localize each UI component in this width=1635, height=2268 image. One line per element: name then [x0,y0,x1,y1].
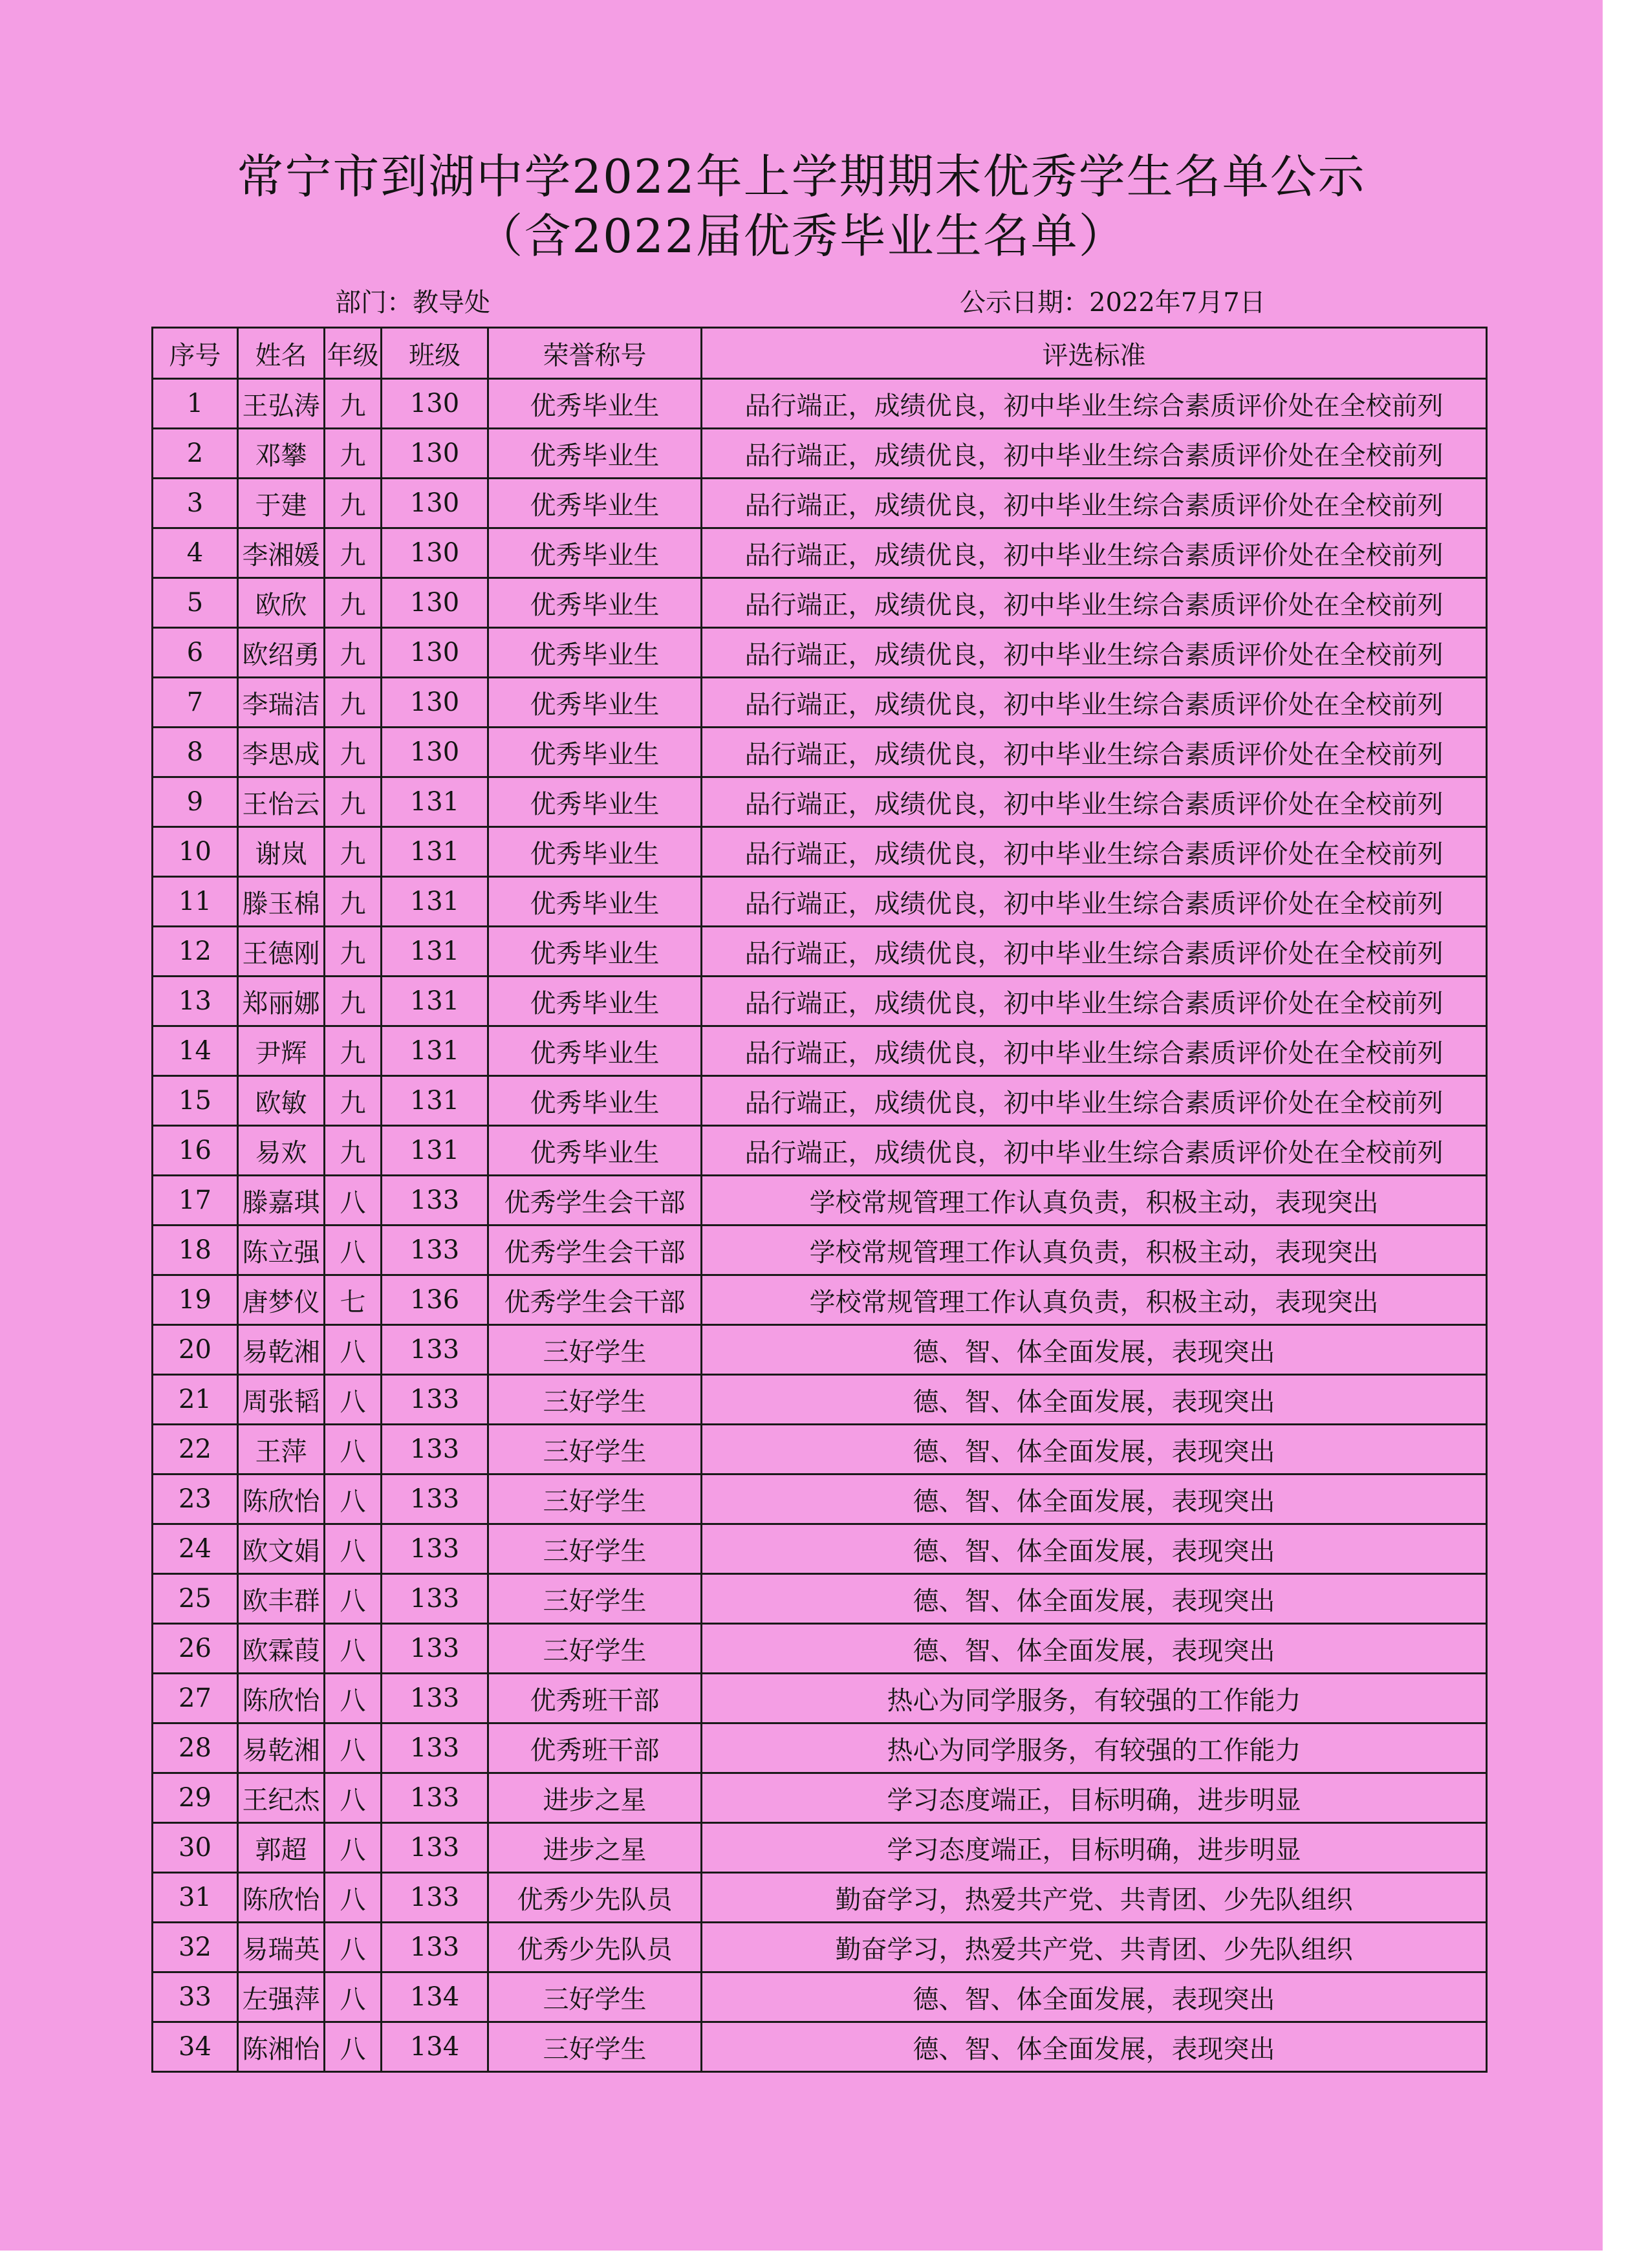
cell-grade: 九 [325,479,382,528]
cell-grade: 九 [325,678,382,728]
cell-grade: 九 [325,1076,382,1126]
cell-name: 欧敏 [238,1076,325,1126]
cell-index: 13 [153,977,238,1026]
cell-grade: 八 [325,1474,382,1524]
cell-class: 133 [382,1375,488,1425]
header-honor: 荣誉称号 [488,328,702,379]
cell-grade: 九 [325,1026,382,1076]
cell-criteria: 品行端正，成绩优良，初中毕业生综合素质评价处在全校前列 [702,877,1487,927]
table-row [153,728,1487,777]
cell-criteria: 德、智、体全面发展，表现突出 [702,1524,1487,1574]
cell-index: 20 [153,1325,238,1375]
cell-class: 130 [382,578,488,628]
cell-index: 7 [153,678,238,728]
cell-grade: 八 [325,1674,382,1723]
cell-honor: 优秀毕业生 [488,1026,702,1076]
cell-class: 133 [382,1624,488,1674]
table-header-row [153,328,1487,379]
department-label: 部门：教导处 [335,288,490,318]
cell-class: 131 [382,1076,488,1126]
cell-name: 邓攀 [238,429,325,479]
table-row [153,1375,1487,1425]
table-row [153,877,1487,927]
cell-criteria: 品行端正，成绩优良，初中毕业生综合素质评价处在全校前列 [702,1026,1487,1076]
publish-date: 公示日期：2022年7月7日 [960,288,1266,318]
cell-name: 滕玉棉 [238,877,325,927]
cell-grade: 八 [325,1574,382,1624]
cell-index: 23 [153,1474,238,1524]
cell-grade: 九 [325,728,382,777]
title-line-1: 常宁市到湖中学2022年上学期期末优秀学生名单公示 [237,149,1366,204]
table-row [153,1425,1487,1474]
table-row [153,1574,1487,1624]
cell-criteria: 品行端正，成绩优良，初中毕业生综合素质评价处在全校前列 [702,1076,1487,1126]
table-row [153,1226,1487,1275]
cell-name: 滕嘉琪 [238,1176,325,1226]
cell-class: 131 [382,1126,488,1176]
cell-honor: 优秀毕业生 [488,429,702,479]
cell-honor: 优秀少先队员 [488,1873,702,1923]
cell-criteria: 德、智、体全面发展，表现突出 [702,1474,1487,1524]
cell-index: 2 [153,429,238,479]
cell-honor: 三好学生 [488,1325,702,1375]
table-row [153,479,1487,528]
cell-name: 王怡云 [238,777,325,827]
cell-honor: 优秀毕业生 [488,678,702,728]
table-row [153,2022,1487,2072]
table-row [153,1026,1487,1076]
cell-index: 10 [153,827,238,877]
table-row [153,1275,1487,1325]
cell-grade: 八 [325,1524,382,1574]
cell-criteria: 品行端正，成绩优良，初中毕业生综合素质评价处在全校前列 [702,728,1487,777]
cell-name: 王纪杰 [238,1773,325,1823]
table-row [153,1972,1487,2022]
table-row [153,1923,1487,1972]
cell-grade: 八 [325,1723,382,1773]
table-row [153,578,1487,628]
table-row [153,1076,1487,1126]
cell-index: 11 [153,877,238,927]
cell-name: 谢岚 [238,827,325,877]
cell-class: 136 [382,1275,488,1325]
table-row [153,827,1487,877]
cell-grade: 八 [325,1226,382,1275]
cell-name: 左强萍 [238,1972,325,2022]
cell-grade: 九 [325,777,382,827]
cell-grade: 九 [325,977,382,1026]
cell-criteria: 学校常规管理工作认真负责，积极主动，表现突出 [702,1176,1487,1226]
cell-class: 133 [382,1873,488,1923]
title-line-2: （含2022届优秀毕业生名单） [476,209,1127,263]
cell-class: 131 [382,877,488,927]
cell-name: 陈欣怡 [238,1474,325,1524]
cell-index: 30 [153,1823,238,1873]
cell-honor: 优秀毕业生 [488,479,702,528]
cell-class: 133 [382,1773,488,1823]
cell-grade: 八 [325,1325,382,1375]
cell-criteria: 品行端正，成绩优良，初中毕业生综合素质评价处在全校前列 [702,927,1487,977]
cell-name: 郑丽娜 [238,977,325,1026]
cell-class: 133 [382,1723,488,1773]
cell-grade: 八 [325,1773,382,1823]
cell-index: 32 [153,1923,238,1972]
table-body [153,379,1487,2072]
cell-grade: 九 [325,528,382,578]
cell-class: 133 [382,1923,488,1972]
cell-class: 133 [382,1474,488,1524]
cell-class: 133 [382,1823,488,1873]
table-row [153,1325,1487,1375]
cell-grade: 八 [325,1972,382,2022]
table-row [153,678,1487,728]
table-row [153,1873,1487,1923]
cell-criteria: 品行端正，成绩优良，初中毕业生综合素质评价处在全校前列 [702,1126,1487,1176]
table-row [153,628,1487,678]
cell-honor: 三好学生 [488,1624,702,1674]
table-row [153,1773,1487,1823]
cell-grade: 九 [325,379,382,429]
cell-index: 15 [153,1076,238,1126]
cell-honor: 优秀毕业生 [488,728,702,777]
cell-index: 5 [153,578,238,628]
cell-criteria: 德、智、体全面发展，表现突出 [702,1375,1487,1425]
cell-index: 25 [153,1574,238,1624]
cell-criteria: 品行端正，成绩优良，初中毕业生综合素质评价处在全校前列 [702,678,1487,728]
cell-class: 133 [382,1574,488,1624]
cell-criteria: 品行端正，成绩优良，初中毕业生综合素质评价处在全校前列 [702,578,1487,628]
cell-index: 27 [153,1674,238,1723]
table-row [153,1823,1487,1873]
cell-name: 于建 [238,479,325,528]
cell-criteria: 品行端正，成绩优良，初中毕业生综合素质评价处在全校前列 [702,479,1487,528]
cell-honor: 优秀毕业生 [488,578,702,628]
cell-honor: 进步之星 [488,1773,702,1823]
cell-name: 陈欣怡 [238,1674,325,1723]
cell-grade: 八 [325,1923,382,1972]
cell-honor: 优秀学生会干部 [488,1176,702,1226]
cell-class: 130 [382,479,488,528]
cell-index: 17 [153,1176,238,1226]
cell-grade: 九 [325,578,382,628]
cell-index: 3 [153,479,238,528]
cell-name: 李瑞洁 [238,678,325,728]
cell-index: 16 [153,1126,238,1176]
cell-class: 133 [382,1325,488,1375]
cell-name: 王弘涛 [238,379,325,429]
cell-honor: 优秀毕业生 [488,528,702,578]
table-row [153,777,1487,827]
header-class: 班级 [382,328,488,379]
cell-name: 陈欣怡 [238,1873,325,1923]
table-row [153,1524,1487,1574]
cell-name: 欧绍勇 [238,628,325,678]
cell-name: 陈立强 [238,1226,325,1275]
cell-honor: 优秀毕业生 [488,1076,702,1126]
cell-grade: 八 [325,1873,382,1923]
cell-grade: 九 [325,827,382,877]
cell-name: 李湘媛 [238,528,325,578]
cell-name: 欧丰群 [238,1574,325,1624]
cell-index: 26 [153,1624,238,1674]
header-criteria: 评选标准 [702,328,1487,379]
cell-index: 8 [153,728,238,777]
cell-grade: 八 [325,2022,382,2072]
cell-honor: 三好学生 [488,1972,702,2022]
cell-grade: 九 [325,628,382,678]
cell-honor: 优秀毕业生 [488,379,702,429]
cell-honor: 三好学生 [488,1474,702,1524]
cell-name: 易欢 [238,1126,325,1176]
cell-criteria: 热心为同学服务，有较强的工作能力 [702,1723,1487,1773]
cell-honor: 优秀毕业生 [488,1126,702,1176]
cell-class: 133 [382,1425,488,1474]
cell-criteria: 德、智、体全面发展，表现突出 [702,1425,1487,1474]
cell-name: 易乾湘 [238,1325,325,1375]
cell-criteria: 品行端正，成绩优良，初中毕业生综合素质评价处在全校前列 [702,429,1487,479]
cell-class: 133 [382,1674,488,1723]
table-row [153,1624,1487,1674]
cell-class: 131 [382,777,488,827]
table-row [153,927,1487,977]
cell-grade: 九 [325,927,382,977]
cell-class: 134 [382,1972,488,2022]
header-index: 序号 [153,328,238,379]
cell-index: 6 [153,628,238,678]
cell-honor: 三好学生 [488,1375,702,1425]
cell-criteria: 品行端正，成绩优良，初中毕业生综合素质评价处在全校前列 [702,379,1487,429]
cell-criteria: 学习态度端正，目标明确，进步明显 [702,1823,1487,1873]
cell-name: 郭超 [238,1823,325,1873]
cell-grade: 八 [325,1375,382,1425]
cell-class: 130 [382,728,488,777]
cell-class: 134 [382,2022,488,2072]
table-row [153,528,1487,578]
cell-grade: 九 [325,1126,382,1176]
cell-index: 1 [153,379,238,429]
cell-criteria: 学校常规管理工作认真负责，积极主动，表现突出 [702,1275,1487,1325]
cell-index: 19 [153,1275,238,1325]
cell-index: 24 [153,1524,238,1574]
cell-class: 131 [382,827,488,877]
cell-criteria: 品行端正，成绩优良，初中毕业生综合素质评价处在全校前列 [702,628,1487,678]
cell-criteria: 德、智、体全面发展，表现突出 [702,2022,1487,2072]
cell-honor: 优秀少先队员 [488,1923,702,1972]
cell-index: 28 [153,1723,238,1773]
cell-criteria: 德、智、体全面发展，表现突出 [702,1574,1487,1624]
cell-name: 欧文娟 [238,1524,325,1574]
cell-honor: 优秀学生会干部 [488,1226,702,1275]
cell-name: 欧欣 [238,578,325,628]
cell-index: 4 [153,528,238,578]
table-row [153,1126,1487,1176]
cell-class: 131 [382,977,488,1026]
cell-grade: 八 [325,1425,382,1474]
cell-class: 130 [382,628,488,678]
table-row [153,1723,1487,1773]
cell-class: 130 [382,528,488,578]
cell-criteria: 热心为同学服务，有较强的工作能力 [702,1674,1487,1723]
cell-class: 131 [382,1026,488,1076]
cell-criteria: 德、智、体全面发展，表现突出 [702,1972,1487,2022]
cell-honor: 优秀班干部 [488,1723,702,1773]
cell-honor: 优秀班干部 [488,1674,702,1723]
cell-honor: 优秀毕业生 [488,777,702,827]
cell-honor: 优秀毕业生 [488,877,702,927]
cell-class: 130 [382,429,488,479]
cell-index: 21 [153,1375,238,1425]
cell-index: 34 [153,2022,238,2072]
cell-grade: 八 [325,1823,382,1873]
cell-name: 唐梦仪 [238,1275,325,1325]
cell-honor: 进步之星 [488,1823,702,1873]
cell-name: 王德刚 [238,927,325,977]
table-row [153,379,1487,429]
cell-index: 12 [153,927,238,977]
cell-grade: 九 [325,877,382,927]
honor-student-table [151,327,1488,2073]
cell-criteria: 勤奋学习，热爱共产党、共青团、少先队组织 [702,1923,1487,1972]
cell-grade: 七 [325,1275,382,1325]
cell-class: 133 [382,1226,488,1275]
cell-class: 133 [382,1176,488,1226]
table-row [153,977,1487,1026]
cell-honor: 优秀毕业生 [488,827,702,877]
cell-index: 22 [153,1425,238,1474]
cell-index: 18 [153,1226,238,1275]
cell-name: 王萍 [238,1425,325,1474]
cell-criteria: 学习态度端正，目标明确，进步明显 [702,1773,1487,1823]
cell-criteria: 学校常规管理工作认真负责，积极主动，表现突出 [702,1226,1487,1275]
cell-honor: 三好学生 [488,1425,702,1474]
cell-honor: 优秀毕业生 [488,927,702,977]
cell-criteria: 品行端正，成绩优良，初中毕业生综合素质评价处在全校前列 [702,777,1487,827]
document-title [0,147,1603,265]
cell-honor: 优秀学生会干部 [488,1275,702,1325]
cell-class: 130 [382,678,488,728]
cell-class: 131 [382,927,488,977]
cell-honor: 优秀毕业生 [488,977,702,1026]
cell-honor: 三好学生 [488,1524,702,1574]
cell-criteria: 德、智、体全面发展，表现突出 [702,1325,1487,1375]
cell-name: 周张韬 [238,1375,325,1425]
cell-index: 9 [153,777,238,827]
cell-name: 易瑞英 [238,1923,325,1972]
cell-name: 李思成 [238,728,325,777]
cell-criteria: 勤奋学习，热爱共产党、共青团、少先队组织 [702,1873,1487,1923]
table-row [153,429,1487,479]
cell-criteria: 品行端正，成绩优良，初中毕业生综合素质评价处在全校前列 [702,977,1487,1026]
table-row [153,1176,1487,1226]
cell-grade: 八 [325,1624,382,1674]
cell-grade: 九 [325,429,382,479]
cell-name: 尹辉 [238,1026,325,1076]
cell-name: 陈湘怡 [238,2022,325,2072]
table-row [153,1674,1487,1723]
cell-name: 易乾湘 [238,1723,325,1773]
cell-criteria: 品行端正，成绩优良，初中毕业生综合素质评价处在全校前列 [702,827,1487,877]
cell-class: 133 [382,1524,488,1574]
cell-index: 14 [153,1026,238,1076]
cell-index: 31 [153,1873,238,1923]
cell-class: 130 [382,379,488,429]
cell-honor: 优秀毕业生 [488,628,702,678]
cell-honor: 三好学生 [488,1574,702,1624]
cell-criteria: 品行端正，成绩优良，初中毕业生综合素质评价处在全校前列 [702,528,1487,578]
header-name: 姓名 [238,328,325,379]
cell-name: 欧霖葭 [238,1624,325,1674]
cell-index: 33 [153,1972,238,2022]
cell-index: 29 [153,1773,238,1823]
cell-grade: 八 [325,1176,382,1226]
cell-criteria: 德、智、体全面发展，表现突出 [702,1624,1487,1674]
header-grade: 年级 [325,328,382,379]
cell-honor: 三好学生 [488,2022,702,2072]
table-row [153,1474,1487,1524]
